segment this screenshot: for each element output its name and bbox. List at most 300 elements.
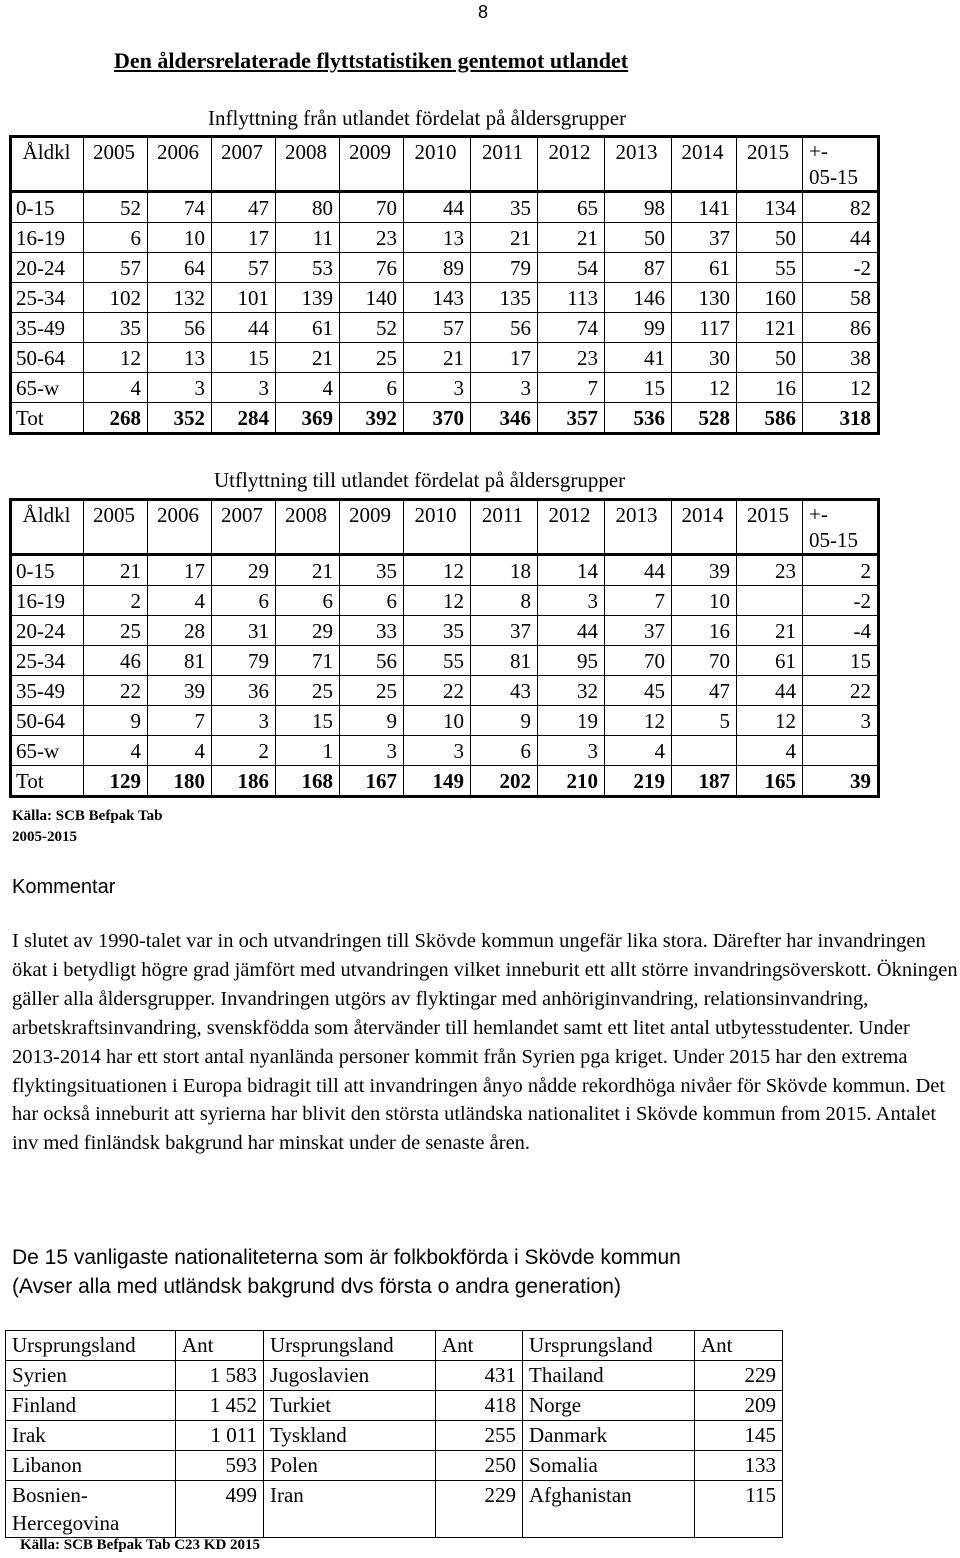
table-cell: 82 [803, 192, 879, 223]
table-cell: 135 [471, 283, 538, 313]
table-cell: 33 [340, 616, 404, 646]
age-class-label: 65-w [11, 736, 84, 766]
count-cell: 209 [695, 1391, 783, 1421]
table-cell: 16 [737, 373, 803, 403]
table-cell: 99 [605, 313, 672, 343]
table-cell: 11 [276, 223, 340, 253]
table-row [11, 555, 879, 586]
table-cell: 21 [471, 223, 538, 253]
source-note-line-2: 2005-2015 [12, 829, 77, 845]
table-cell: 3 [404, 373, 471, 403]
table-cell: 22 [404, 676, 471, 706]
country-header: Ursprungsland [264, 1331, 436, 1361]
table-cell: 98 [605, 192, 672, 223]
table-cell: 15 [212, 343, 276, 373]
table-cell: 14 [538, 555, 605, 586]
table-cell: 35 [340, 555, 404, 586]
country-cell: Turkiet [264, 1391, 436, 1421]
table-cell: 52 [340, 313, 404, 343]
table-cell: 16 [672, 616, 737, 646]
table-cell: 12 [404, 555, 471, 586]
table-row [11, 616, 879, 646]
table-cell: 44 [803, 223, 879, 253]
table-cell [737, 586, 803, 616]
table-cell: 146 [605, 283, 672, 313]
total-row [11, 403, 879, 434]
table-cell: 130 [672, 283, 737, 313]
table-row [11, 736, 879, 766]
table-cell: 76 [340, 253, 404, 283]
table-cell: 44 [737, 676, 803, 706]
table-cell: 44 [212, 313, 276, 343]
in-table [9, 135, 880, 435]
nationalities-heading-line-1: De 15 vanligaste nationaliteterna som är folkbokförda i Skövde kommun [12, 1246, 681, 1269]
count-cell: 1 452 [176, 1391, 264, 1421]
total-cell: 352 [148, 403, 212, 434]
table-row [11, 283, 879, 313]
country-cell: Thailand [523, 1361, 695, 1391]
table-cell: 58 [803, 283, 879, 313]
table-cell: 70 [605, 646, 672, 676]
table-cell: 3 [803, 706, 879, 736]
table-cell: 31 [212, 616, 276, 646]
table-cell: 25 [84, 616, 148, 646]
table-cell: 4 [148, 586, 212, 616]
table-cell: 23 [737, 555, 803, 586]
age-class-label: 0-15 [11, 555, 84, 586]
table-cell: 25 [276, 676, 340, 706]
table-cell: 117 [672, 313, 737, 343]
count-cell: 229 [695, 1361, 783, 1391]
count-cell: 1 583 [176, 1361, 264, 1391]
total-cell: 392 [340, 403, 404, 434]
table-cell: 44 [404, 192, 471, 223]
age-class-header: Åldkl [11, 500, 84, 555]
table-cell: 35 [471, 192, 538, 223]
table-cell: 10 [672, 586, 737, 616]
table-cell: 37 [605, 616, 672, 646]
table-cell: 57 [404, 313, 471, 343]
count-header: Ant [695, 1331, 783, 1361]
table-cell: 30 [672, 343, 737, 373]
table-cell: 95 [538, 646, 605, 676]
year-header: 2006 [148, 137, 212, 192]
difference-header-line-2: 05-15 [809, 165, 858, 189]
table-cell: 140 [340, 283, 404, 313]
table-cell: 64 [148, 253, 212, 283]
table-cell: 71 [276, 646, 340, 676]
table-cell: 65 [538, 192, 605, 223]
country-cell: Jugoslavien [264, 1361, 436, 1391]
total-cell: 357 [538, 403, 605, 434]
table-row [11, 373, 879, 403]
nationalities-source-note: Källa: SCB Befpak Tab C23 KD 2015 [20, 1537, 261, 1553]
country-cell: Syrien [6, 1361, 176, 1391]
table-cell: 12 [84, 343, 148, 373]
table-cell: 35 [404, 616, 471, 646]
country-cell: Polen [264, 1451, 436, 1481]
table-cell: 13 [404, 223, 471, 253]
year-header: 2011 [471, 137, 538, 192]
table-cell: 4 [276, 373, 340, 403]
table-cell: 9 [340, 706, 404, 736]
total-cell: 219 [605, 766, 672, 797]
total-cell: 370 [404, 403, 471, 434]
year-header: 2012 [538, 500, 605, 555]
table-cell: 50 [605, 223, 672, 253]
source-note-line-1: Källa: SCB Befpak Tab [12, 808, 163, 824]
year-header: 2014 [672, 500, 737, 555]
table-row [11, 706, 879, 736]
table-cell: 39 [148, 676, 212, 706]
table-cell: 101 [212, 283, 276, 313]
age-class-label: 35-49 [11, 313, 84, 343]
table-cell: 160 [737, 283, 803, 313]
table-cell: 36 [212, 676, 276, 706]
table-cell: 17 [148, 555, 212, 586]
table-cell: 22 [803, 676, 879, 706]
table-cell: 21 [404, 343, 471, 373]
table-cell: 55 [737, 253, 803, 283]
age-class-label: 16-19 [11, 586, 84, 616]
page-number: 8 [478, 2, 489, 22]
table-cell: 25 [340, 343, 404, 373]
age-class-label: 25-34 [11, 283, 84, 313]
table-cell: 7 [148, 706, 212, 736]
table-cell: 17 [212, 223, 276, 253]
difference-header-line-1: +- [809, 502, 828, 526]
table-cell: 61 [672, 253, 737, 283]
page-title: Den åldersrelaterade flyttstatistiken gentemot utlandet [114, 48, 629, 73]
total-cell: 536 [605, 403, 672, 434]
table-row [11, 343, 879, 373]
table-cell: 57 [84, 253, 148, 283]
table-cell: 12 [404, 586, 471, 616]
table-cell: 3 [340, 736, 404, 766]
country-line-1: Bosnien- [12, 1483, 88, 1507]
age-class-label: 20-24 [11, 253, 84, 283]
table-cell: 47 [672, 676, 737, 706]
age-class-header: Åldkl [11, 137, 84, 192]
total-cell: 202 [471, 766, 538, 797]
table-header-row [11, 500, 879, 555]
table-cell: 74 [538, 313, 605, 343]
age-class-label: 0-15 [11, 192, 84, 223]
table-cell: 6 [471, 736, 538, 766]
table-cell: 6 [340, 586, 404, 616]
year-header: 2012 [538, 137, 605, 192]
table-cell: 61 [737, 646, 803, 676]
table-cell: 5 [672, 706, 737, 736]
table-cell: 141 [672, 192, 737, 223]
country-cell [6, 1481, 176, 1538]
nationalities-row [6, 1451, 783, 1481]
total-cell: 39 [803, 766, 879, 797]
table-cell: 89 [404, 253, 471, 283]
table-cell: 3 [212, 706, 276, 736]
table-cell: 1 [276, 736, 340, 766]
total-cell: 369 [276, 403, 340, 434]
table-cell: 74 [148, 192, 212, 223]
table-cell: 23 [340, 223, 404, 253]
table-cell: 4 [737, 736, 803, 766]
table-cell: 35 [84, 313, 148, 343]
age-class-label: 20-24 [11, 616, 84, 646]
year-header: 2005 [84, 500, 148, 555]
year-header: 2013 [605, 137, 672, 192]
table-cell: 86 [803, 313, 879, 343]
table-cell: 21 [276, 555, 340, 586]
total-cell: 318 [803, 403, 879, 434]
nationalities-heading [12, 1243, 952, 1301]
source-note [12, 806, 162, 848]
count-cell: 593 [176, 1451, 264, 1481]
table-cell: 9 [471, 706, 538, 736]
nationalities-row [6, 1481, 783, 1538]
table-cell: 50 [737, 223, 803, 253]
total-cell: 167 [340, 766, 404, 797]
table-cell: 17 [471, 343, 538, 373]
table-cell: 3 [471, 373, 538, 403]
comment-text: I slutet av 1990-talet var in och utvandringen till Skövde kommun ungefär lika stora. Därefter har invandringen ökat i betydligt högre grad jämfört med utvandringen vilket inneburit ett allt större invandringsöverskott. Ökningen gäller alla åldersgrupper. Invandringen utgörs av flyktingar med anhöriginvandring, relationsinvandring, arbetskraftsinvandring, svenskfödda som återvänder till hemlandet samt ett litet antal utbytesstudenter. Under 2013-2014 har ett stort antal nyanlända personer kommit från Syrien pga kriget. Under 2015 har den extrema flyktingsituationen i Europa bidragit till att invandringen ånyo nådde rekordhöga nivåer för Skövde kommun. Det har också inneburit att syrierna har blivit den största utländska nationalitet i Skövde kommun from 2015. Antalet inv med finländsk bakgrund har minskat under de senaste åren. [12, 930, 958, 1155]
table-cell: 15 [803, 646, 879, 676]
table-cell: 12 [605, 706, 672, 736]
table-cell: 37 [471, 616, 538, 646]
table-cell: 50 [737, 343, 803, 373]
year-header: 2011 [471, 500, 538, 555]
nationalities-table [5, 1330, 783, 1538]
table-cell: 7 [538, 373, 605, 403]
count-header: Ant [176, 1331, 264, 1361]
table-cell: 10 [148, 223, 212, 253]
table-cell: 46 [84, 646, 148, 676]
table-cell: 52 [84, 192, 148, 223]
table-cell: 56 [340, 646, 404, 676]
table-cell: 3 [212, 373, 276, 403]
table-cell: 113 [538, 283, 605, 313]
year-header: 2015 [737, 137, 803, 192]
table-cell: 21 [737, 616, 803, 646]
table-cell: 45 [605, 676, 672, 706]
total-cell: 168 [276, 766, 340, 797]
table-row [11, 313, 879, 343]
country-line-2: Hercegovina [12, 1511, 120, 1535]
year-header: 2014 [672, 137, 737, 192]
country-cell: Libanon [6, 1451, 176, 1481]
year-header: 2009 [340, 137, 404, 192]
year-header: 2013 [605, 500, 672, 555]
table-cell: 21 [538, 223, 605, 253]
total-cell: 268 [84, 403, 148, 434]
total-cell: 528 [672, 403, 737, 434]
total-cell: 180 [148, 766, 212, 797]
table-cell: 70 [672, 646, 737, 676]
year-header: 2005 [84, 137, 148, 192]
count-cell: 133 [695, 1451, 783, 1481]
table-cell: 3 [404, 736, 471, 766]
age-class-label: 35-49 [11, 676, 84, 706]
table-cell: 41 [605, 343, 672, 373]
table-cell: 121 [737, 313, 803, 343]
count-cell: 250 [436, 1451, 523, 1481]
table-cell: 54 [538, 253, 605, 283]
table-cell: 29 [276, 616, 340, 646]
comment-heading: Kommentar [12, 876, 116, 898]
count-cell: 229 [436, 1481, 523, 1538]
table-cell: 21 [84, 555, 148, 586]
table-cell: 143 [404, 283, 471, 313]
table-cell: 44 [605, 555, 672, 586]
nationalities-row [6, 1421, 783, 1451]
country-cell: Tyskland [264, 1421, 436, 1451]
table-cell: 43 [471, 676, 538, 706]
age-class-label: 50-64 [11, 343, 84, 373]
year-header: 2006 [148, 500, 212, 555]
table-cell: 37 [672, 223, 737, 253]
count-cell: 418 [436, 1391, 523, 1421]
difference-header [803, 500, 879, 555]
country-cell: Irak [6, 1421, 176, 1451]
table-cell: -4 [803, 616, 879, 646]
table-cell: 70 [340, 192, 404, 223]
table-cell: 12 [737, 706, 803, 736]
table-cell: 15 [276, 706, 340, 736]
table-cell: 132 [148, 283, 212, 313]
table-cell: 102 [84, 283, 148, 313]
table-cell [803, 736, 879, 766]
table-cell: 4 [605, 736, 672, 766]
total-row [11, 766, 879, 797]
table-row [11, 646, 879, 676]
table-cell: -2 [803, 253, 879, 283]
total-cell: 210 [538, 766, 605, 797]
count-cell: 255 [436, 1421, 523, 1451]
table-cell: 19 [538, 706, 605, 736]
out-table-caption: Utflyttning till utlandet fördelat på åldersgrupper [214, 468, 626, 492]
table-row [11, 192, 879, 223]
table-cell: 12 [672, 373, 737, 403]
table-cell: 56 [471, 313, 538, 343]
table-row [11, 223, 879, 253]
table-cell: 55 [404, 646, 471, 676]
table-cell: 3 [148, 373, 212, 403]
nationalities-header-row [6, 1331, 783, 1361]
age-class-label: 25-34 [11, 646, 84, 676]
table-header-row [11, 137, 879, 192]
table-cell: 6 [84, 223, 148, 253]
country-cell: Iran [264, 1481, 436, 1538]
table-cell: 4 [84, 736, 148, 766]
age-class-label: 16-19 [11, 223, 84, 253]
table-cell: 3 [538, 586, 605, 616]
country-header: Ursprungsland [6, 1331, 176, 1361]
table-cell: 56 [148, 313, 212, 343]
age-class-label: 50-64 [11, 706, 84, 736]
country-cell: Danmark [523, 1421, 695, 1451]
table-cell: 15 [605, 373, 672, 403]
year-header: 2015 [737, 500, 803, 555]
table-cell: 6 [340, 373, 404, 403]
table-cell: 23 [538, 343, 605, 373]
year-header: 2009 [340, 500, 404, 555]
table-row [11, 586, 879, 616]
total-cell: 346 [471, 403, 538, 434]
year-header: 2008 [276, 137, 340, 192]
table-cell: 32 [538, 676, 605, 706]
nationalities-row [6, 1361, 783, 1391]
country-cell: Finland [6, 1391, 176, 1421]
year-header: 2007 [212, 137, 276, 192]
table-cell: 6 [212, 586, 276, 616]
table-cell: 47 [212, 192, 276, 223]
out-table [9, 498, 880, 798]
table-cell: 10 [404, 706, 471, 736]
table-cell: 2 [84, 586, 148, 616]
table-cell: 44 [538, 616, 605, 646]
count-header: Ant [436, 1331, 523, 1361]
year-header: 2007 [212, 500, 276, 555]
age-class-label: 65-w [11, 373, 84, 403]
table-cell: 7 [605, 586, 672, 616]
table-cell: 79 [471, 253, 538, 283]
table-cell: 2 [212, 736, 276, 766]
table-cell: 81 [471, 646, 538, 676]
count-cell: 431 [436, 1361, 523, 1391]
table-cell: 18 [471, 555, 538, 586]
nationalities-heading-line-2: (Avser alla med utländsk bakgrund dvs första o andra generation) [12, 1275, 621, 1298]
total-cell: 129 [84, 766, 148, 797]
total-cell: 186 [212, 766, 276, 797]
table-cell: 3 [538, 736, 605, 766]
table-cell: 134 [737, 192, 803, 223]
table-cell: 25 [340, 676, 404, 706]
country-cell: Norge [523, 1391, 695, 1421]
table-cell: 81 [148, 646, 212, 676]
year-header: 2008 [276, 500, 340, 555]
table-cell: 80 [276, 192, 340, 223]
count-cell: 1 011 [176, 1421, 264, 1451]
country-cell: Afghanistan [523, 1481, 695, 1538]
table-cell: 22 [84, 676, 148, 706]
table-cell: 39 [672, 555, 737, 586]
table-cell: 57 [212, 253, 276, 283]
difference-header [803, 137, 879, 192]
table-cell: 13 [148, 343, 212, 373]
table-cell [672, 736, 737, 766]
table-row [11, 676, 879, 706]
table-cell: 4 [84, 373, 148, 403]
total-label: Tot [11, 766, 84, 797]
table-cell: 21 [276, 343, 340, 373]
difference-header-line-1: +- [809, 139, 828, 163]
table-cell: 4 [148, 736, 212, 766]
table-cell: 9 [84, 706, 148, 736]
year-header: 2010 [404, 500, 471, 555]
in-table-caption: Inflyttning från utlandet fördelat på åldersgrupper [208, 106, 627, 130]
total-cell: 284 [212, 403, 276, 434]
table-cell: -2 [803, 586, 879, 616]
nationalities-row [6, 1391, 783, 1421]
table-cell: 28 [148, 616, 212, 646]
country-header: Ursprungsland [523, 1331, 695, 1361]
count-cell: 115 [695, 1481, 783, 1538]
table-cell: 29 [212, 555, 276, 586]
total-label: Tot [11, 403, 84, 434]
total-cell: 187 [672, 766, 737, 797]
table-cell: 12 [803, 373, 879, 403]
table-row [11, 253, 879, 283]
table-cell: 139 [276, 283, 340, 313]
